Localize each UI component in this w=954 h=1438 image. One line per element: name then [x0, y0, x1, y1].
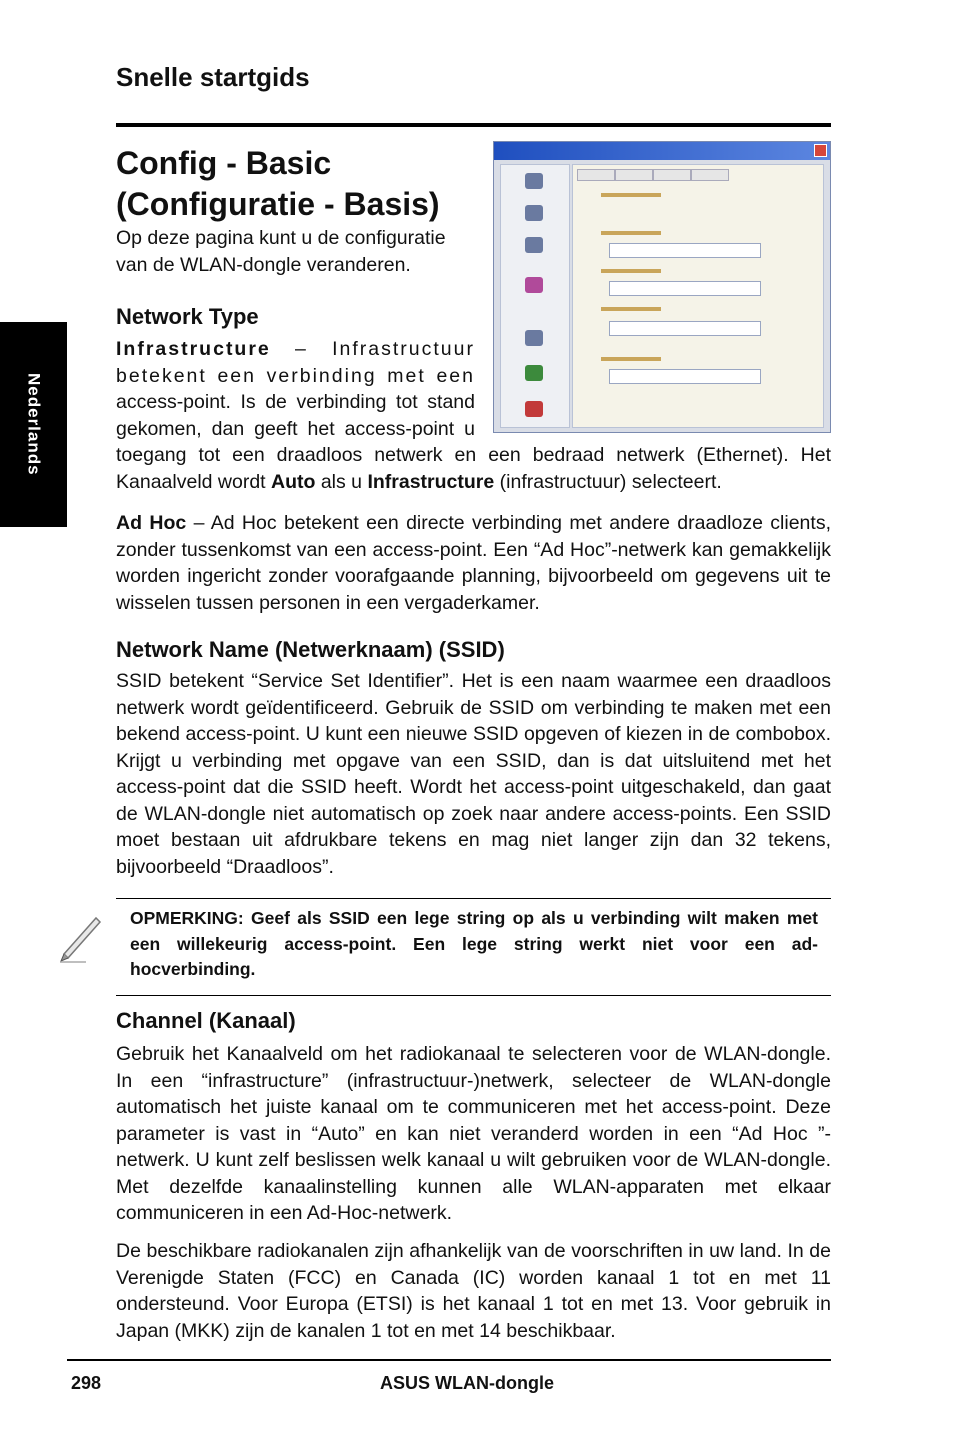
- intro-paragraph: Op deze pagina kunt u de configuratie van de WLAN-dongle veranderen.: [116, 227, 446, 276]
- infrastructure-bold: Infrastructure: [367, 470, 495, 493]
- page-title-line-2: (Configuratie - Basis): [116, 186, 440, 222]
- config-icon: [525, 205, 543, 221]
- tab-basic: [577, 169, 615, 181]
- infrastructure-text-3: als u: [315, 470, 368, 493]
- ssid-label: [601, 231, 661, 235]
- survey-icon: [525, 237, 543, 253]
- adhoc-paragraph: [116, 510, 831, 616]
- page-number: 298: [71, 1373, 102, 1393]
- profile-label: [601, 357, 661, 361]
- encryption-field: [609, 321, 761, 336]
- window-titlebar: [494, 142, 830, 160]
- infrastructure-section: [116, 336, 831, 495]
- channel-paragraph-1: Gebruik het Kanaalveld om het radiokanaal te selecteren voor de WLAN-dongle. In een “infrastructure” (infrastructuur-)netwerk, selecteer de WLAN-dongle automatisch het juiste kanaal om te communiceren met het access-point. Deze parameter is vast in “Auto” en kan niet veranderd worden in een “Ad Hoc ”-netwerk. U kunt zelf beslissen welk kanaal u wilt gebruiken voor de WLAN-dongle. Met dezelfde kanaalinstelling kunnen alle WLAN-apparaten met elkaar communiceren in een Ad-Hoc-netwerk.: [116, 1043, 831, 1224]
- window-sidebar: [500, 164, 570, 428]
- status-icon: [525, 173, 543, 189]
- link-icon: [525, 330, 543, 346]
- adhoc-term: Ad Hoc: [116, 512, 187, 534]
- channel-label: [601, 269, 661, 273]
- footer-title: ASUS WLAN-dongle: [380, 1373, 554, 1393]
- note-divider-top: [116, 898, 831, 899]
- exit-icon: [525, 365, 543, 381]
- footer-divider: [67, 1359, 831, 1361]
- channel-field: [609, 281, 761, 296]
- adhoc-text: – Ad Hoc betekent een directe verbinding met andere draadloze clients, zonder tussenkomst van een access-point. Een “Ad Hoc”-netwerk kan gemakkelijk worden ingericht zonder voorafgaande planning, bijvoorbeeld om gegevens uit te wisselen tussen personen in een vergaderkamer.: [116, 512, 831, 614]
- encryption-label: [601, 307, 661, 311]
- channel-heading: Channel (Kanaal): [116, 1008, 296, 1033]
- page-title-line-1: Config - Basic: [116, 145, 332, 181]
- infrastructure-text-4: (infrastructuur) selecteert.: [494, 470, 722, 493]
- profile-field: [609, 369, 761, 384]
- pen-icon: [56, 908, 106, 963]
- language-tab-label: Nederlands: [24, 373, 44, 476]
- tab-authentication: [653, 169, 691, 181]
- network-type-heading: Network Type: [116, 304, 259, 329]
- header-title: Snelle startgids: [116, 62, 310, 92]
- settings-panel: [572, 164, 824, 428]
- infrastructure-text-1: – Infrastructuur betekent een verbinding met een: [116, 338, 475, 387]
- language-tab: [0, 322, 67, 527]
- infrastructure-term: Infrastructure: [116, 338, 271, 360]
- cancel-icon: [525, 401, 543, 417]
- ssid-paragraph: SSID betekent “Service Set Identifier”. Het is een naam waarmee een draadloos netwerk wordt geïdentificeerd. Gebruik de SSID om verbinding te maken met een bekend access-point. U kunt een nieuwe SSID opgeven of kiezen in de combobox. Krijgt u verbinding met opgave van een SSID, dan is dat uitsluitend met het access-point dat die SSID heeft. Wordt het access-point uitgeschakeld, dan gaat de WLAN-dongle niet automatisch op zoek naar andere access-points. Een SSID moet bestaan uit afdrukbare tekens en mag niet langer zijn dan 32 tekens, bijvoorbeeld “Draadloos”.: [116, 670, 831, 878]
- config-window-screenshot: [493, 141, 831, 433]
- note-divider-bottom: [116, 995, 831, 996]
- auto-term: Auto: [271, 470, 316, 493]
- infrastructure-text-2: access-point. Is de verbinding tot stand gekomen, dan geeft het access-point u toegang tot een draadloos netwerk en een bedraad netwerk (Ethernet). Het Kanaalveld wordt: [116, 391, 831, 493]
- page-title: [116, 143, 486, 225]
- ssid-heading: Network Name (Netwerknaam) (SSID): [116, 637, 505, 662]
- about-icon: [525, 277, 543, 293]
- note-text: OPMERKING: Geef als SSID een lege string op als u verbinding wilt maken met een willekeurig access-point. Een lege string werkt niet voor een ad-hocverbinding.: [130, 908, 818, 979]
- close-icon: [814, 144, 827, 157]
- tab-encryption: [615, 169, 653, 181]
- tab-advanced: [691, 169, 729, 181]
- header-divider: [116, 123, 831, 127]
- channel-paragraph-2: De beschikbare radiokanalen zijn afhankelijk van de voorschriften in uw land. In de Verenigde Staten (FCC) en Canada (IC) worden kanaal 1 tot en met 11 ondersteund. Voor Europa (ETSI) is het kanaal 1 tot en met 13. Voor gebruik in Japan (MKK) zijn de kanalen 1 tot en met 14 beschikbaar.: [116, 1240, 831, 1342]
- ssid-field: [609, 243, 761, 258]
- network-type-label: [601, 193, 661, 197]
